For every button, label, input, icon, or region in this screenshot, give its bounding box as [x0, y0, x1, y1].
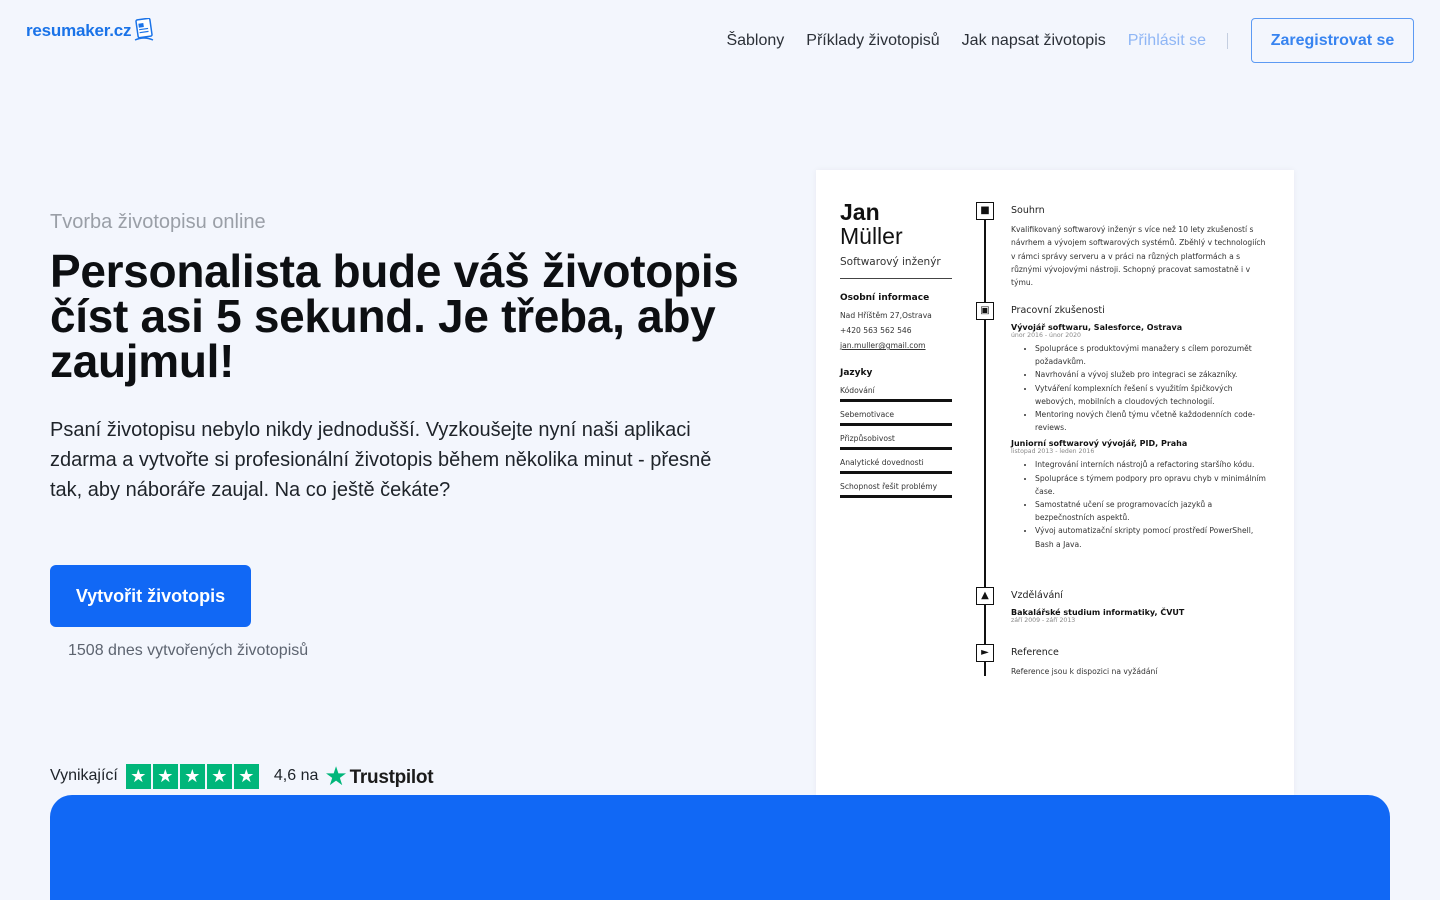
- trustpilot-score: 4,6 na: [273, 767, 319, 784]
- document-icon: [133, 18, 155, 42]
- trustpilot-logo: [324, 763, 433, 789]
- resume-education: [1011, 590, 1271, 624]
- resume-role: Softwarový inženýr: [840, 256, 941, 268]
- trustpilot-widget[interactable]: [50, 763, 433, 789]
- education-date: září 2009 - září 2013: [1011, 617, 1076, 624]
- job-duty: • Navrhování a vývoj služeb pro integraci se zákazníky.: [1035, 368, 1271, 381]
- job-duties: [1011, 458, 1271, 550]
- star-icon: ★: [207, 764, 232, 789]
- job-duty: • Spolupráce s týmem podpory pro opravu chyb v minimálním čase.: [1035, 472, 1271, 498]
- feature-section-band: [50, 795, 1390, 900]
- job-date: únor 2016 - únor 2020: [1011, 332, 1081, 339]
- graduation-cap-icon: ▲: [976, 587, 994, 605]
- resume-preview: [816, 170, 1294, 795]
- resume-first-name: Jan: [840, 199, 880, 225]
- star-icon: ★: [180, 764, 205, 789]
- education-title: Bakalářské studium informatiky, ČVUT: [1011, 608, 1185, 617]
- job-title: Vývojář softwaru, Salesforce, Ostrava: [1011, 323, 1183, 332]
- skill-label: Kódování: [840, 386, 875, 395]
- resume-personal-heading: Osobní informace: [840, 293, 930, 303]
- resume-sidebar: [840, 200, 952, 498]
- resume-education-heading: Vzdělávání: [1011, 590, 1063, 601]
- resume-summary: [1011, 205, 1271, 289]
- resume-address: Nad Hříštěm 27,Ostrava: [840, 311, 932, 320]
- star-icon: ★: [234, 764, 259, 789]
- resume-phone: +420 563 562 546: [840, 326, 912, 335]
- hero-title: Personalista bude váš životopis číst asi 5 sekund. Je třeba, aby zaujmul!: [50, 245, 739, 387]
- resume-last-name: Müller: [840, 223, 903, 249]
- briefcase-icon: ▣: [976, 302, 994, 320]
- trustpilot-rating-word: Vynikající: [50, 767, 118, 784]
- skill-label: Přizpůsobivost: [840, 434, 895, 443]
- nav-templates[interactable]: Šablony: [726, 31, 785, 49]
- resume-email: jan.muller@gmail.com: [840, 341, 926, 350]
- skill-item: [840, 386, 952, 402]
- skill-item: [840, 482, 952, 498]
- resume-languages-heading: Jazyky: [840, 368, 873, 378]
- skill-bar: [840, 399, 952, 402]
- register-button[interactable]: Zaregistrovat se: [1251, 18, 1414, 63]
- skill-label: Schopnost řešit problémy: [840, 482, 938, 491]
- nav-how-to-write[interactable]: Jak napsat životopis: [961, 31, 1106, 49]
- person-icon: ■: [976, 202, 994, 220]
- nav-divider: [1227, 33, 1228, 49]
- logo-text: resumaker.cz: [26, 21, 132, 40]
- skill-item: [840, 434, 952, 450]
- job-title: Juniorní softwarový vývojář, PID, Praha: [1011, 439, 1188, 449]
- nav-resume-examples[interactable]: Příklady životopisů: [806, 31, 940, 49]
- main-nav: [704, 18, 1414, 63]
- job-duty: • Vytváření komplexních řešení s využitím špičkových webových, mobilních a cloudových technologií.: [1035, 382, 1271, 408]
- star-icon: ★: [126, 764, 151, 789]
- login-link[interactable]: Přihlásit se: [1127, 31, 1206, 49]
- trustpilot-brand: Trustpilot: [349, 767, 434, 788]
- skill-label: Analytické dovednosti: [840, 458, 924, 467]
- resume-reference-heading: Reference: [1011, 647, 1059, 658]
- resume-summary-heading: Souhrn: [1011, 205, 1045, 216]
- resume-reference-text: Reference jsou k dispozici na vyžádání: [1011, 667, 1158, 676]
- hero-description: Psaní životopisu nebylo nikdy jednodušší. Vyzkoušejte nyní naši aplikaci zdarma a vytvořte si profesionální životopis během několika minut - přesně tak, aby náboráře zaujal. Na co ještě čekáte?: [50, 419, 712, 501]
- job-duties: [1011, 342, 1271, 434]
- create-resume-button[interactable]: Vytvořit životopis: [50, 565, 251, 627]
- job-date: listopad 2013 - leden 2016: [1011, 448, 1095, 456]
- skill-bar: [840, 423, 952, 426]
- job-duty: • Mentoring nových členů týmu včetně každodenních code-reviews.: [1035, 408, 1271, 434]
- skill-bar: [840, 471, 952, 474]
- resume-reference: [1011, 647, 1271, 678]
- resume-experience: [1011, 305, 1271, 551]
- divider: [840, 278, 952, 279]
- star-icon: ★: [153, 764, 178, 789]
- job-duty: • Vývoj automatizační skripty pomocí prostředí PowerShell, Bash a Java.: [1035, 524, 1271, 550]
- skill-bar: [840, 447, 952, 450]
- skill-bar: [840, 495, 952, 498]
- trustpilot-star-icon: ★: [324, 761, 348, 791]
- job-duty: • Samostatné učení se programovacích jazyků a bezpečnostních aspektů.: [1035, 498, 1271, 524]
- job-duty: • Integrování interních nástrojů a refactoring staršího kódu.: [1035, 458, 1271, 471]
- resume-experience-heading: Pracovní zkušenosti: [1011, 305, 1105, 316]
- resume-timeline: [984, 210, 986, 676]
- skill-item: [840, 410, 952, 426]
- megaphone-icon: ►: [976, 644, 994, 662]
- resume-counter: 1508 dnes vytvořených životopisů: [68, 642, 309, 659]
- hero-subtitle: Tvorba životopisu online: [50, 211, 266, 233]
- logo[interactable]: [26, 20, 155, 42]
- skill-item: [840, 458, 952, 474]
- skill-label: Sebemotivace: [840, 410, 895, 419]
- resume-summary-text: Kvalifikovaný softwarový inženýr s více než 10 lety zkušeností s návrhem a vývojem softwarových systémů. Zběhlý v technologiích v rámci správy serveru a v práci na různých platformách a s různými vývojovými nástroji. Schopný pracovat samostatně i v týmu.: [1011, 225, 1266, 288]
- trustpilot-stars: [126, 764, 261, 789]
- job-duty: • Spolupráce s produktovými manažery s cílem porozumět požadavkům.: [1035, 342, 1271, 368]
